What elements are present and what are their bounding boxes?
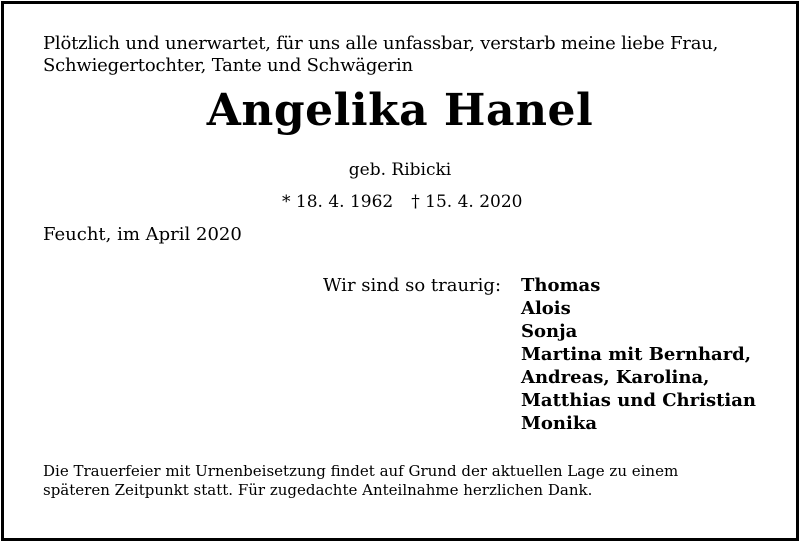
mourner-name: Monika [521,413,597,434]
mourners-list [521,274,756,435]
mourner-name: Thomas [521,275,601,296]
mourner-name: Andreas, Karolina, [521,367,710,388]
intro-line: Plötzlich und unerwartet, für uns alle unfassbar, verstarb meine liebe Frau, [43,33,719,54]
footer-line: Die Trauerfeier mit Urnenbeisetzung findet auf Grund der aktuellen Lage zu einem [43,462,679,480]
mourner-name: Sonja [521,321,578,342]
intro-text [43,33,763,77]
place-date: Feucht, im April 2020 [43,224,242,245]
life-dates [282,191,522,213]
ceremony-note [43,462,763,500]
birth-date: * 18. 4. 1962 [282,192,394,212]
footer-line: späteren Zeitpunkt statt. Für zugedachte Anteilnahme herzlichen Dank. [43,481,593,499]
mourner-name: Martina mit Bernhard, [521,344,752,365]
mourners-label: Wir sind so traurig: [323,275,502,296]
deceased-name: Angelika Hanel [206,85,594,136]
intro-line: Schwiegertochter, Tante und Schwägerin [43,55,413,76]
maiden-name: geb. Ribicki [348,160,452,180]
death-date: † 15. 4. 2020 [411,192,523,212]
notice-border [1,1,799,541]
mourner-name: Alois [521,298,571,319]
mourner-name: Matthias und Christian [521,390,757,411]
